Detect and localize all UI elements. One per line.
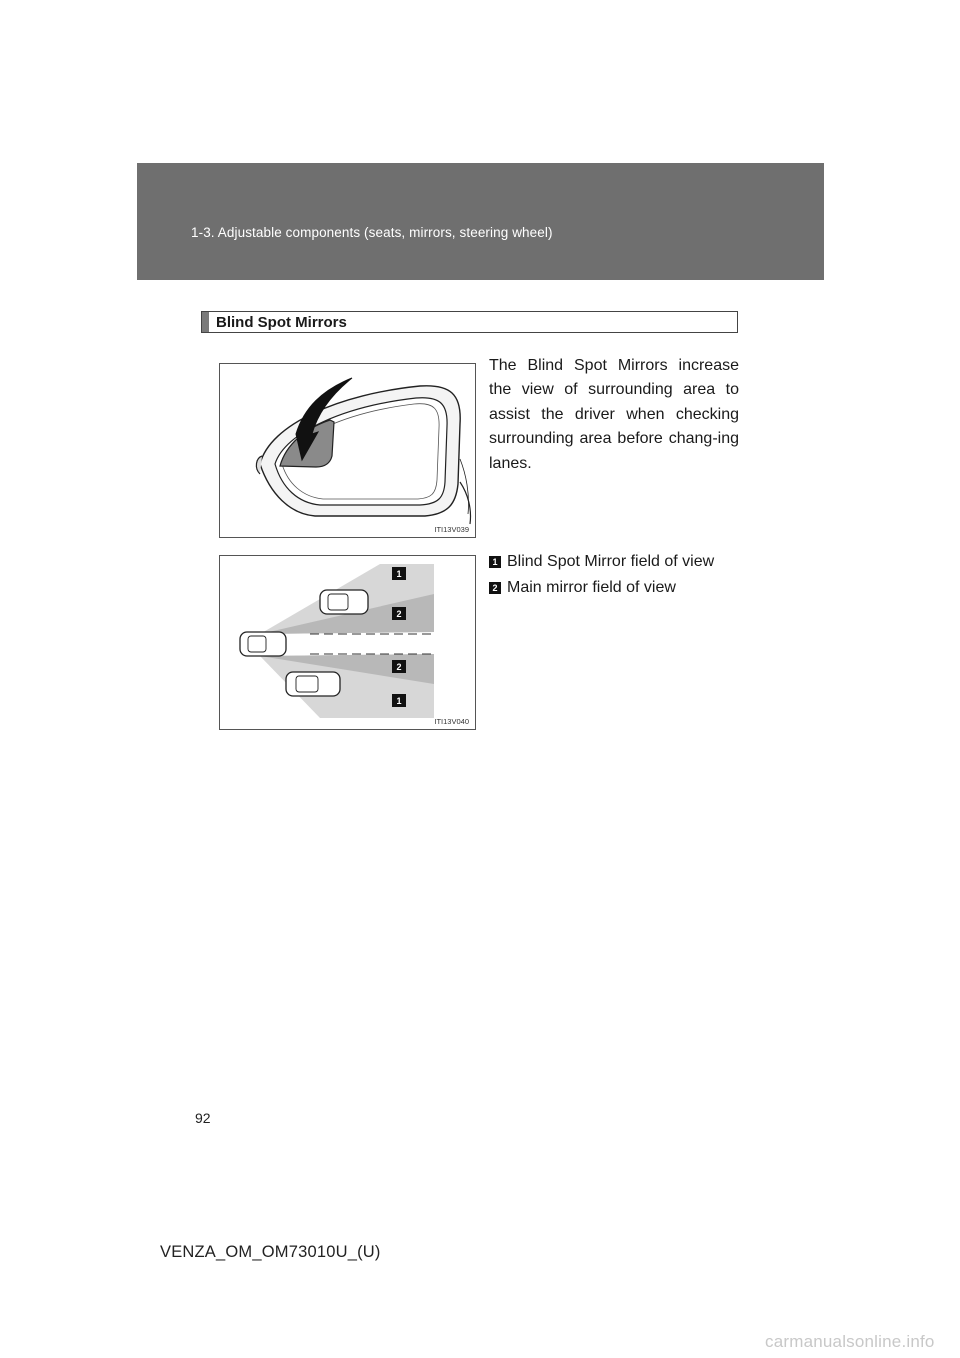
diagram-marker-1-top-text: 1 — [396, 569, 402, 579]
mirror-drawing — [220, 364, 475, 537]
diagram-marker-1-bottom-text: 1 — [396, 696, 402, 706]
section-title-box — [201, 311, 738, 333]
page-number: 92 — [195, 1110, 211, 1126]
figure-code: ITI13V040 — [434, 717, 469, 726]
legend-item — [489, 579, 676, 597]
section-title: Blind Spot Mirrors — [216, 314, 347, 331]
diagram-marker-2-top-text: 2 — [396, 609, 402, 619]
mirror-skirt-line-2 — [460, 459, 469, 514]
diagram-marker-2-bottom-text: 2 — [396, 662, 402, 672]
legend-label: Blind Spot Mirror field of view — [507, 553, 715, 570]
document-code: VENZA_OM_OM73010U_(U) — [160, 1243, 381, 1261]
field-of-view-diagram — [219, 555, 476, 730]
legend-label: Main mirror field of view — [507, 579, 676, 596]
legend-number-badge: 2 — [489, 582, 501, 594]
watermark: carmanualsonline.info — [765, 1332, 935, 1351]
description-paragraph: The Blind Spot Mirrors increase the view of surrounding area to assist the driver when checking surrounding area before chang-ing lanes. — [489, 357, 739, 472]
mirror-illustration — [219, 363, 476, 538]
header-band — [137, 163, 824, 280]
legend-item — [489, 553, 714, 571]
section-title-bar — [202, 312, 209, 332]
legend-number-badge: 1 — [489, 556, 501, 568]
figure-code: ITI13V039 — [434, 525, 469, 534]
field-of-view-drawing — [220, 556, 475, 729]
chapter-breadcrumb: 1-3. Adjustable components (seats, mirrors, steering wheel) — [191, 225, 553, 240]
